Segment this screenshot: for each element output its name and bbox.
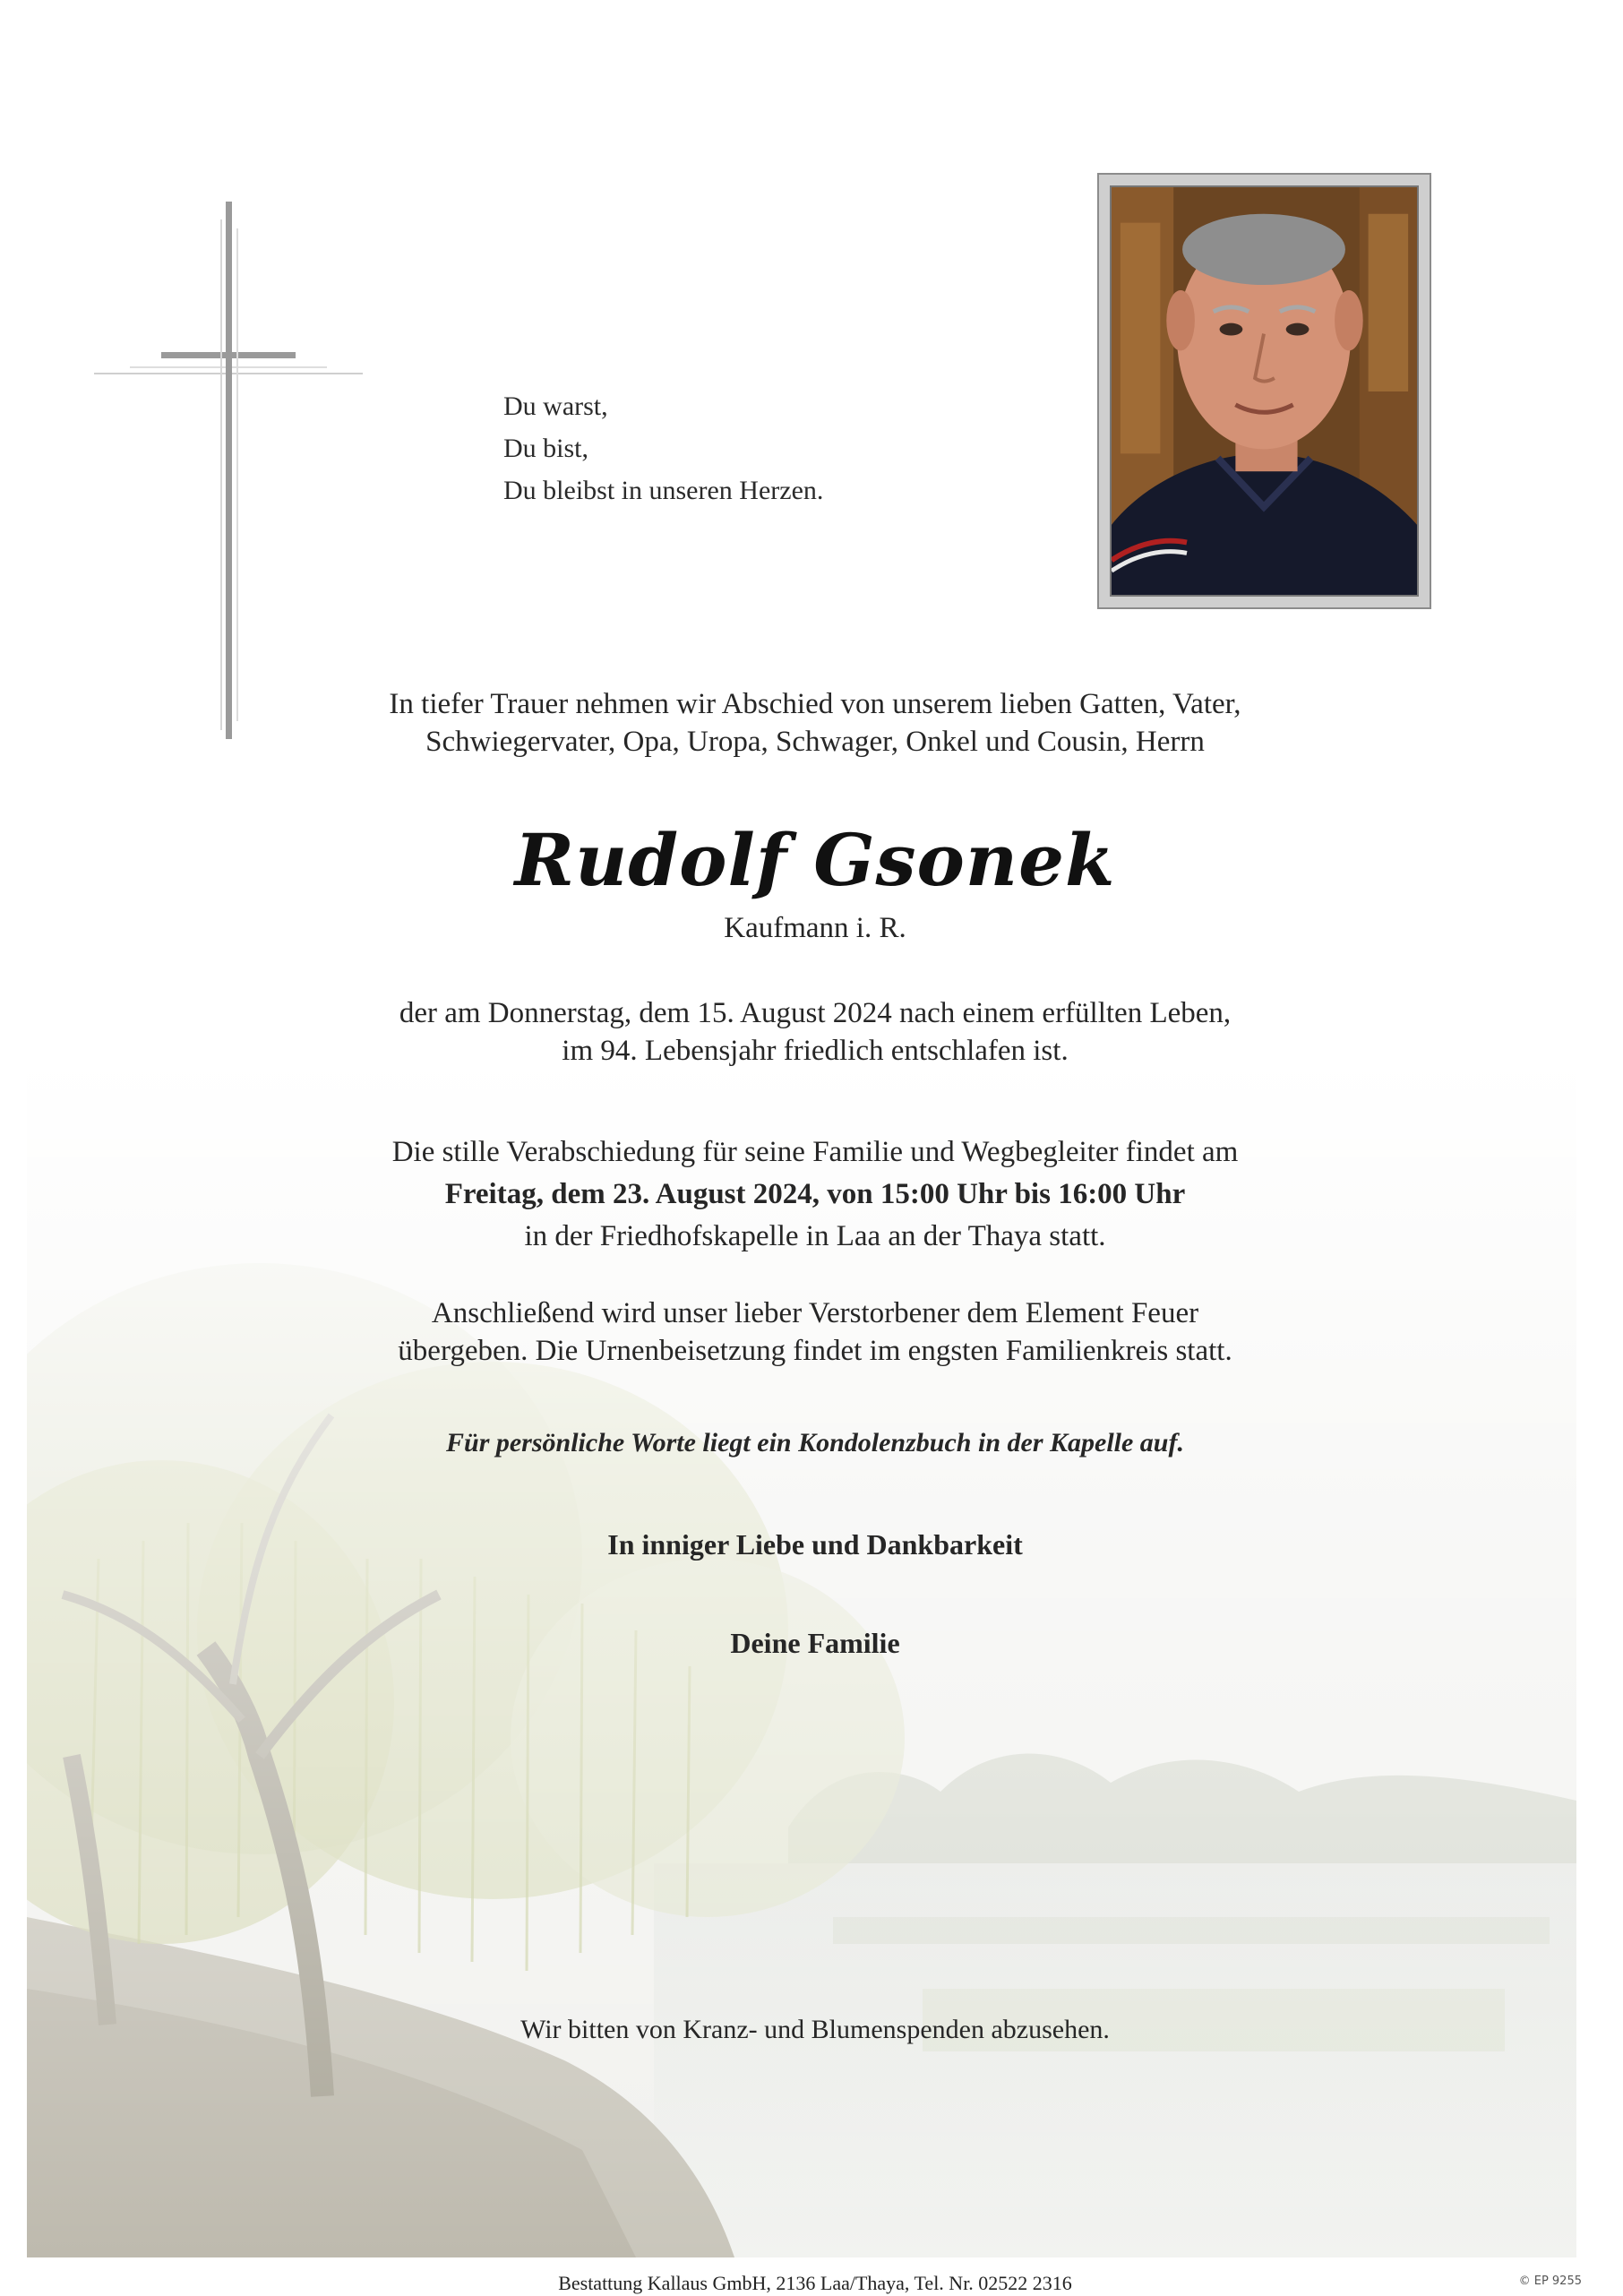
footer-code: © EP 9255 [1518, 2275, 1582, 2288]
poem-line: Du bist, [503, 434, 589, 463]
intro-text [269, 685, 1361, 761]
portrait-frame [1097, 173, 1431, 609]
farewell-line: Die stille Verabschiedung für seine Familie und Wegbegleiter findet am [391, 1136, 1239, 1168]
urn-details [269, 1294, 1361, 1370]
undertaker-info: Bestattung Kallaus GmbH, 2136 Laa/Thaya, Tel. Nr. 02522 2316 [558, 2272, 1072, 2294]
poem-line: Du bleibst in unseren Herzen. [503, 476, 824, 505]
farewell-date: Freitag, dem 23. August 2024, von 15:00 Uhr bis 16:00 Uhr [444, 1178, 1186, 1210]
death-details [269, 994, 1361, 1070]
farewell-details [269, 1133, 1361, 1255]
flowers-note: Wir bitten von Kranz- und Blumenspenden abzusehen. [520, 2015, 1110, 2044]
profession: Kaufmann i. R. [724, 912, 906, 944]
urn-line: übergeben. Die Urnenbeisetzung findet im engsten Familienkreis statt. [398, 1335, 1232, 1367]
intro-line: In tiefer Trauer nehmen wir Abschied von unserem lieben Gatten, Vater, [389, 688, 1241, 720]
intro-line: Schwiegervater, Opa, Uropa, Schwager, Onkel und Cousin, Herrn [425, 726, 1205, 758]
deceased-name: Rudolf Gsonek [514, 818, 1116, 902]
farewell-line: in der Friedhofskapelle in Laa an der Thaya statt. [524, 1220, 1106, 1252]
portrait-photo [1110, 185, 1419, 597]
poem-line: Du warst, [503, 391, 608, 421]
urn-line: Anschließend wird unser lieber Verstorbener dem Element Feuer [431, 1297, 1199, 1329]
closing-family: Deine Familie [730, 1627, 900, 1659]
cross-icon [94, 202, 363, 748]
poem [503, 385, 823, 512]
condolence-note: Für persönliche Worte liegt ein Kondolenzbuch in der Kapelle auf. [446, 1428, 1184, 1458]
death-line: im 94. Lebensjahr friedlich entschlafen ist. [562, 1035, 1069, 1067]
closing-love: In inniger Liebe und Dankbarkeit [607, 1528, 1023, 1561]
death-line: der am Donnerstag, dem 15. August 2024 nach einem erfüllten Leben, [399, 997, 1232, 1029]
